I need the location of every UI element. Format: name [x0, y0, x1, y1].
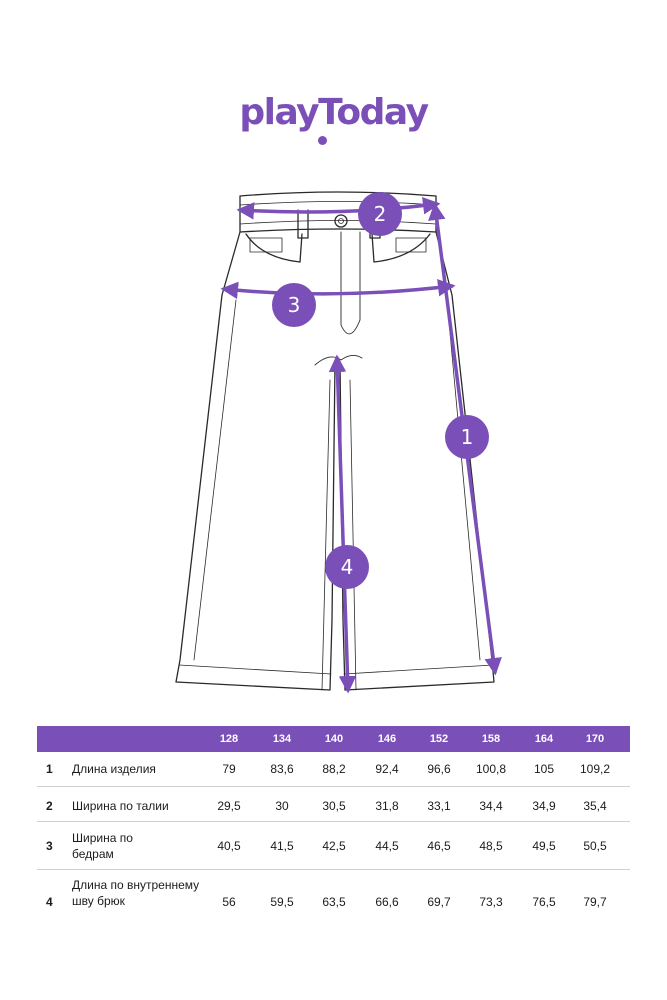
row-label: Ширина по талии: [72, 799, 169, 813]
table-row: [37, 752, 630, 787]
table-cell: 66,6: [375, 895, 399, 909]
row-number: 2: [46, 799, 53, 813]
marker-badge-1: [445, 415, 489, 459]
right-leg: [340, 232, 494, 690]
table-cell: 34,9: [532, 799, 556, 813]
table-cell: 63,5: [322, 895, 346, 909]
measure-line-waist: [240, 204, 437, 212]
row-number: 3: [46, 839, 53, 853]
size-table: [37, 726, 630, 932]
table-cell: 44,5: [375, 839, 399, 853]
table-cell: 34,4: [479, 799, 503, 813]
size-header: 170: [585, 733, 605, 745]
table-cell: 31,8: [375, 799, 399, 813]
row-label: Ширина по бедрам: [72, 831, 133, 861]
row-number: 4: [46, 895, 53, 909]
size-header: 158: [481, 733, 501, 745]
table-cell: 79,7: [583, 895, 607, 909]
table-cell: 88,2: [322, 762, 346, 776]
table-cell: 109,2: [579, 762, 611, 776]
table-cell: 46,5: [427, 839, 451, 853]
table-cell: 41,5: [270, 839, 294, 853]
size-header: 134: [272, 733, 292, 745]
row-number: 1: [46, 762, 53, 776]
table-row: [37, 870, 630, 932]
table-cell: 92,4: [375, 762, 399, 776]
marker-label-4: 4: [340, 555, 354, 579]
table-cell: 42,5: [322, 839, 346, 853]
row-label: Длина по внутреннему шву брюк: [72, 878, 200, 908]
marker-label-3: 3: [287, 293, 301, 317]
size-table-header: [37, 726, 630, 752]
table-cell: 59,5: [270, 895, 294, 909]
table-cell: 35,4: [583, 799, 607, 813]
brand-logo: playToday: [239, 92, 428, 133]
size-header: 140: [324, 733, 344, 745]
size-header: 164: [534, 733, 554, 745]
marker-label-2: 2: [373, 202, 387, 226]
measure-line-inseam: [337, 358, 348, 690]
belt-loop: [298, 210, 308, 238]
table-cell: 83,6: [270, 762, 294, 776]
table-cell: 33,1: [427, 799, 451, 813]
table-cell: 49,5: [532, 839, 556, 853]
size-header: 128: [219, 733, 239, 745]
table-cell: 30,5: [322, 799, 346, 813]
table-cell: 76,5: [532, 895, 556, 909]
table-cell: 69,7: [427, 895, 451, 909]
table-cell: 56: [222, 895, 236, 909]
table-cell: 73,3: [479, 895, 503, 909]
table-cell: 50,5: [583, 839, 607, 853]
table-cell: 30: [275, 799, 289, 813]
table-row: [37, 787, 630, 822]
table-cell: 48,5: [479, 839, 503, 853]
table-row: [37, 822, 630, 870]
marker-badge-3: [272, 283, 316, 327]
table-cell: 105: [533, 762, 555, 776]
marker-label-1: 1: [460, 425, 474, 449]
marker-badge-4: [325, 545, 369, 589]
size-header: 146: [377, 733, 397, 745]
table-cell: 40,5: [217, 839, 241, 853]
measure-line-hip: [224, 286, 452, 294]
table-cell: 79: [222, 762, 236, 776]
row-label: Длина изделия: [72, 762, 156, 776]
fly: [341, 232, 360, 334]
marker-badge-2: [358, 192, 402, 236]
size-header: 152: [429, 733, 449, 745]
table-cell: 100,8: [475, 762, 507, 776]
table-cell: 96,6: [427, 762, 451, 776]
waist-button: [335, 215, 347, 227]
table-cell: 29,5: [217, 799, 241, 813]
